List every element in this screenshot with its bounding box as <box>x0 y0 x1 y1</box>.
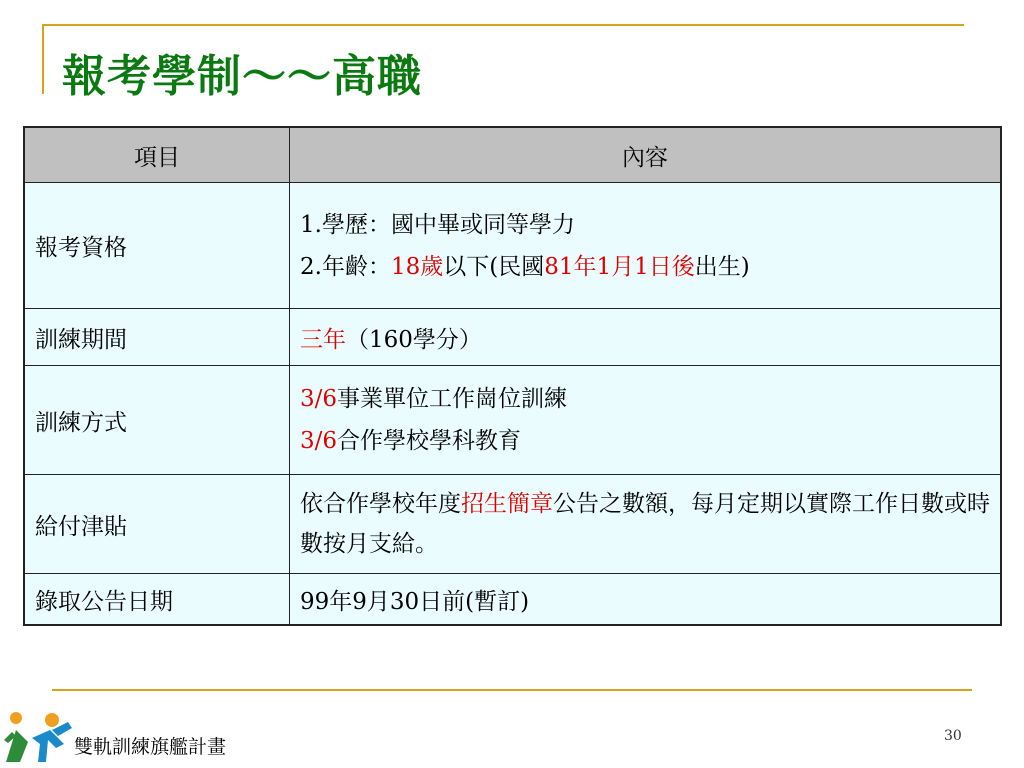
info-table <box>23 126 1002 626</box>
row-label: 給付津貼 <box>24 475 290 574</box>
ratio: 3/6 <box>300 386 338 412</box>
age-mid: 以下(民國 <box>443 253 545 280</box>
header-content: 內容 <box>290 127 1002 183</box>
bottom-divider <box>52 689 972 691</box>
duration-credits: （160學分） <box>346 326 482 353</box>
row-content <box>290 366 1002 475</box>
table-row <box>24 366 1001 475</box>
row-label: 訓練期間 <box>24 309 290 366</box>
table-row <box>24 475 1001 574</box>
mode-text: 事業單位工作崗位訓練 <box>337 386 568 412</box>
ratio: 3/6 <box>300 428 338 454</box>
age-requirement <box>300 246 990 288</box>
training-mode-line <box>300 420 990 462</box>
row-label: 訓練方式 <box>24 366 290 475</box>
allowance-text <box>300 484 990 564</box>
logo-icon <box>2 710 76 766</box>
row-label: 報考資格 <box>24 183 290 309</box>
footer-program-name: 雙軌訓練旗艦計畫 <box>74 736 227 758</box>
allowance-part: 依合作學校年度 <box>300 491 461 517</box>
allowance-part: 公告之數額，每月定期以實際工作日數或時數按月支給。 <box>300 491 990 557</box>
table-row <box>24 574 1001 626</box>
slide-title: 報考學制～～高職 <box>62 51 422 102</box>
top-divider <box>42 24 964 26</box>
top-left-accent <box>42 24 44 94</box>
enrollment-brochure: 招生簡章 <box>461 491 553 517</box>
row-content <box>290 309 1002 366</box>
education-requirement: 1.學歷：國中畢或同等學力 <box>300 211 575 238</box>
birth-date: 81年1月1日後 <box>544 253 695 280</box>
page-number: 30 <box>944 728 962 744</box>
row-content <box>290 183 1002 309</box>
mode-text: 合作學校學科教育 <box>337 428 522 454</box>
table-row <box>24 183 1001 309</box>
table-header-row <box>24 127 1001 183</box>
training-mode-line <box>300 378 990 420</box>
age-suffix: 出生) <box>694 253 750 280</box>
header-item: 項目 <box>24 127 290 183</box>
duration-years: 三年 <box>300 326 346 353</box>
table-row <box>24 309 1001 366</box>
row-content: 99年9月30日前(暫訂) <box>290 574 1002 626</box>
age-prefix: 2.年齡： <box>300 253 391 280</box>
row-content <box>290 475 1002 574</box>
row-label: 錄取公告日期 <box>24 574 290 626</box>
age-limit: 18歲 <box>390 253 444 280</box>
